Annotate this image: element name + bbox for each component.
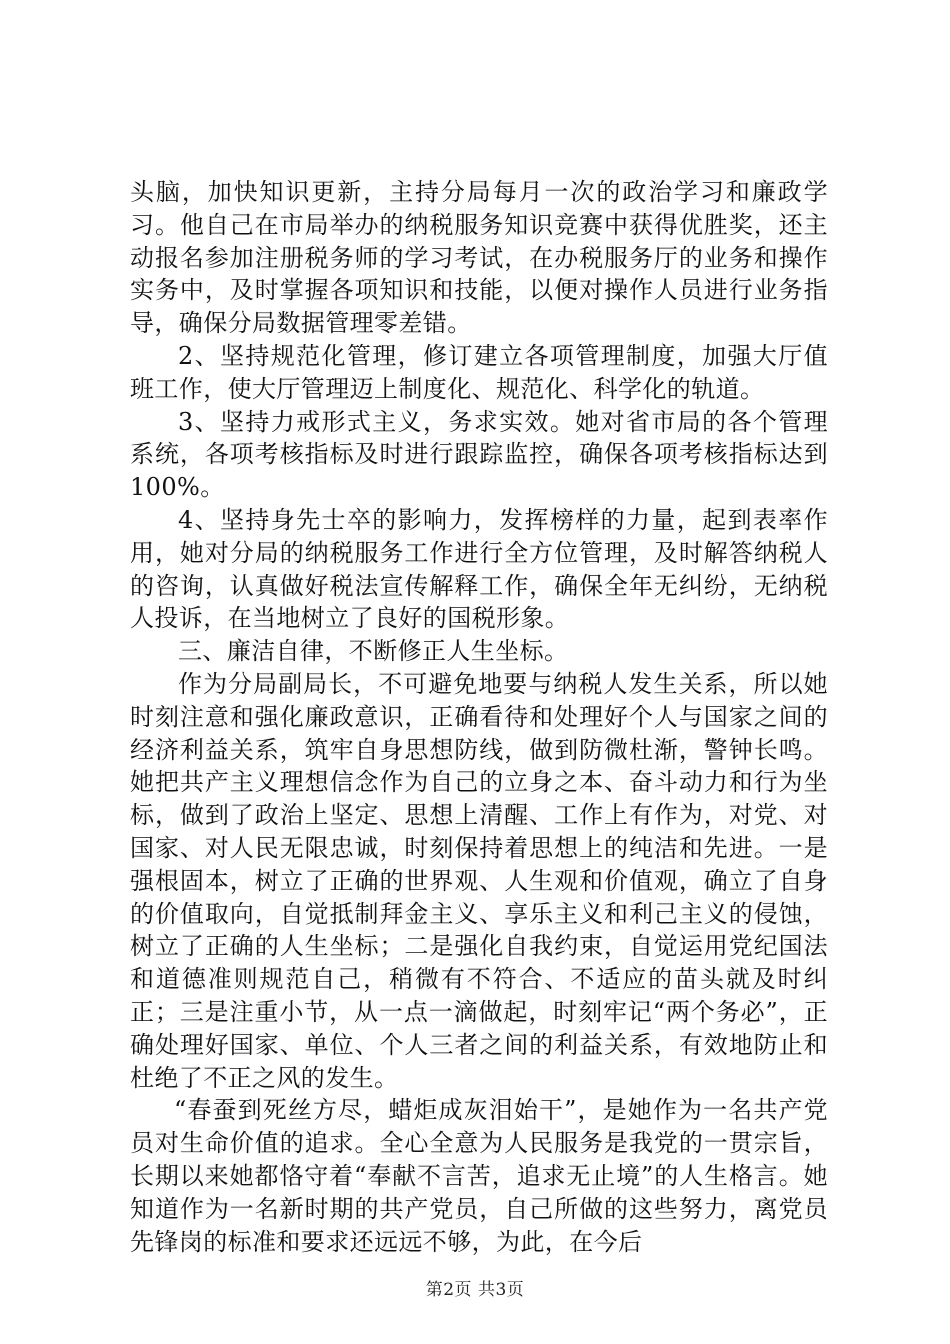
document-body xyxy=(130,176,828,1258)
page-number-footer: 第2页 共3页 xyxy=(425,1280,525,1300)
paragraph-item-3: 3、坚持力戒形式主义，务求实效。她对省市局的各个管理系统，各项考核指标及时进行跟踪监控，确保各项考核指标达到100%。 xyxy=(130,407,828,502)
paragraph-item-2: 2、坚持规范化管理，修订建立各项管理制度，加强大厅值班工作，使大厅管理迈上制度化、规范化、科学化的轨道。 xyxy=(130,341,828,403)
paragraph-item-4: 4、坚持身先士卒的影响力，发挥榜样的力量，起到表率作用，她对分局的纳税服务工作进行全方位管理，及时解答纳税人的咨询，认真做好税法宣传解释工作，确保全年无纠纷，无纳税人投诉，在当地树立了良好的国税形象。 xyxy=(130,505,828,633)
paragraph-closing: “春蚕到死丝方尽，蜡炬成灰泪始干”，是她作为一名共产党员对生命价值的追求。全心全意为人民服务是我党的一贯宗旨，长期以来她都恪守着“奉献不言苦，追求无止境”的人生格言。她知道作为一名新时期的共产党员，自己所做的这些努力，离党员先锋岗的标准和要求还远远不够，为此，在今后 xyxy=(130,1096,828,1256)
paragraph-continued: 头脑，加快知识更新，主持分局每月一次的政治学习和廉政学习。他自己在市局举办的纳税服务知识竞赛中获得优胜奖，还主动报名参加注册税务师的学习考试，在办税服务厅的业务和操作实务中，及时掌握各项知识和技能，以便对操作人员进行业务指导，确保分局数据管理零差错。 xyxy=(130,178,828,338)
paragraph-integrity: 作为分局副局长，不可避免地要与纳税人发生关系，所以她时刻注意和强化廉政意识，正确看待和处理好个人与国家之间的经济利益关系，筑牢自身思想防线，做到防微杜渐，警钟长鸣。她把共产主义理想信念作为自己的立身之本、奋斗动力和行为坐标，做到了政治上坚定、思想上清醒、工作上有作为，对党、对国家、对人民无限忠诚，时刻保持着思想上的纯洁和先进。一是强根固本，树立了正确的世界观、人生观和价值观，确立了自身的价值取向，自觉抵制拜金主义、享乐主义和利己主义的侵蚀，树立了正确的人生坐标；二是强化自我约束，自觉运用党纪国法和道德准则规范自己，稍微有不符合、不适应的苗头就及时纠正；三是注重小节，从一点一滴做起，时刻牢记“两个务必”，正确处理好国家、单位、个人三者之间的利益关系，有效地防止和杜绝了不正之风的发生。 xyxy=(130,669,828,1092)
section-heading-3: 三、廉洁自律，不断修正人生坐标。 xyxy=(178,637,569,666)
